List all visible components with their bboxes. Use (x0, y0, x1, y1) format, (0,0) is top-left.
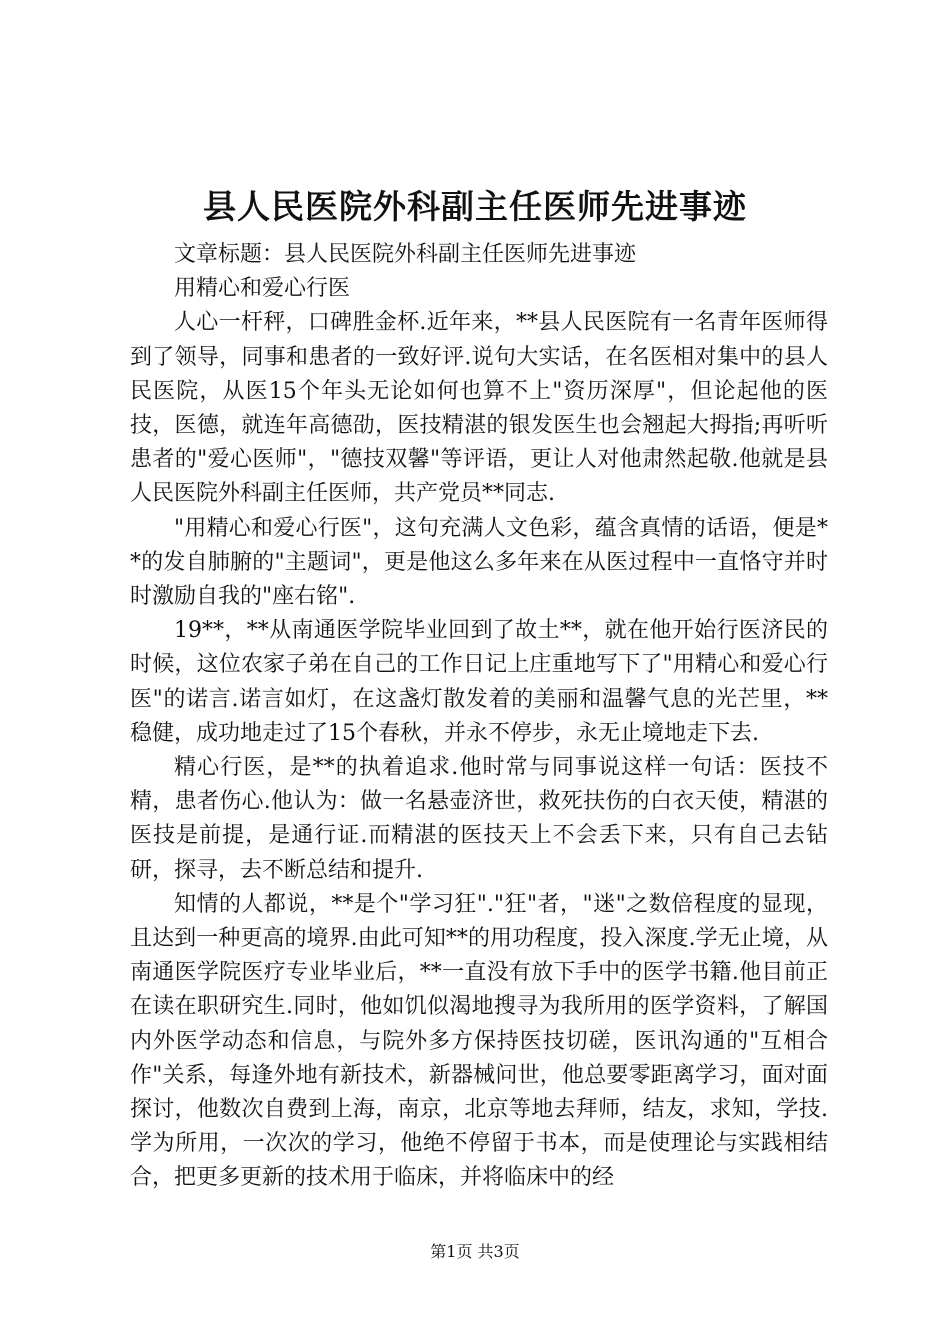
article-subtitle: 用精心和爱心行医 (174, 276, 351, 302)
body-paragraph: 人心一杆秤，口碑胜金杯.近年来，**县人民医院有一名青年医师得到了领导，同事和患者的一致好评.说句大实话，在名医相对集中的县人民医院，从医15个年头无论如何也算不上"资历深厚"，但论起他的医技，医德，就连年高德劭，医技精湛的银发医生也会翘起大拇指;再听听患者的"爱心医师"，"德技双馨"等评语，更让人对他肃然起敬.他就是县人民医院外科副主任医师，共产党员**同志. (130, 310, 828, 507)
body-paragraph: 19**，**从南通医学院毕业回到了故土**，就在他开始行医济民的时候，这位农家子弟在自己的工作日记上庄重地写下了"用精心和爱心行医"的诺言.诺言如灯，在这盏灯散发着的美丽和温馨气息的光芒里，**稳健，成功地走过了15个春秋，并永不停步，永无止境地走下去. (130, 618, 828, 746)
document-title: 县人民医院外科副主任医师先进事迹 (203, 187, 747, 226)
document-body (130, 238, 828, 1196)
body-paragraph: 知情的人都说，**是个"学习狂"."狂"者，"迷"之数倍程度的显现，且达到一种更高的境界.由此可知**的用功程度，投入深度.学无止境，从南通医学院医疗专业毕业后，**一直没有放下手中的医学书籍.他目前正在读在职研究生.同时，他如饥似渴地搜寻为我所用的医学资料，了解国内外医学动态和信息，与院外多方保持医技切磋，医讯沟通的"互相合作"关系，每逢外地有新技术，新器械问世，他总要零距离学习，面对面探讨，他数次自费到上海，南京，北京等地去拜师，结友，求知，学技.学为所用，一次次的学习，他绝不停留于书本，而是使理论与实践相结合，把更多更新的技术用于临床，并将临床中的经 (130, 891, 828, 1191)
body-paragraph: 精心行医，是**的执着追求.他时常与同事说这样一句话：医技不精，患者伤心.他认为：做一名悬壶济世，救死扶伤的白衣天使，精湛的医技是前提，是通行证.而精湛的医技天上不会丢下来，只有自己去钻研，探寻，去不断总结和提升. (130, 755, 828, 883)
article-title-line: 文章标题：县人民医院外科副主任医师先进事迹 (174, 242, 637, 267)
page-number-footer: 第1页 共3页 (430, 1242, 520, 1261)
body-paragraph: "用精心和爱心行医"，这句充满人文色彩，蕴含真情的话语，便是**的发自肺腑的"主题词"，更是他这么多年来在从医过程中一直恪守并时时激励自我的"座右铭". (130, 515, 828, 610)
